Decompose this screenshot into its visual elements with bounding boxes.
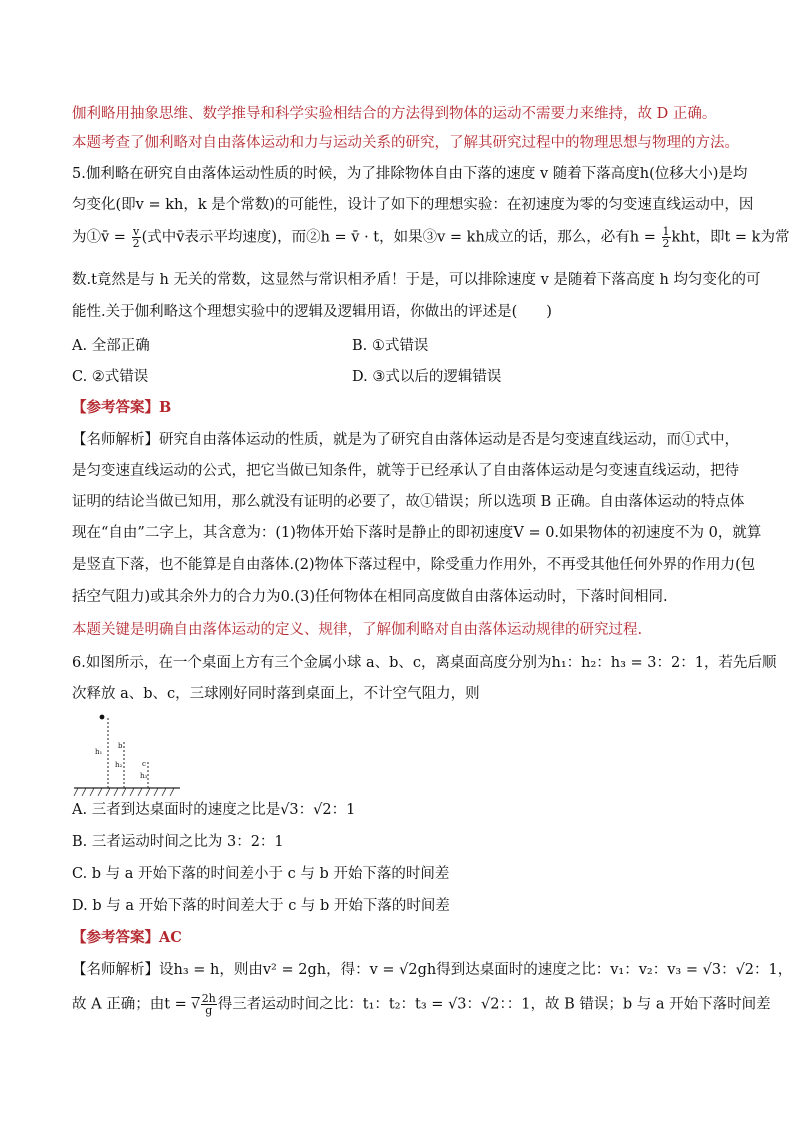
key-point-line: 本题关键是明确自由落体运动的定义、规律，了解伽利略对自由落体运动规律的研究过程. — [72, 622, 643, 638]
summary-line: 本题考查了伽利略对自由落体运动和力与运动关系的研究，了解其研究过程中的物理思想与物理的方法。 — [72, 135, 739, 151]
formula-text: 故 A 正确；由t = — [72, 996, 192, 1013]
option-d: D. ③式以后的逻辑错误 — [352, 369, 502, 385]
ball-a — [100, 715, 105, 720]
answer-label: 【参考答案】AC — [72, 929, 182, 946]
question-6-option-b: B. 三者运动时间之比为 3：2：1 — [72, 834, 284, 850]
formula-text: (式中v̄表示平均速度)，而②h = v̄ · t，如果③v = kh成立的话，那么，必有h = — [141, 229, 661, 246]
option-b: B. ①式错误 — [352, 338, 429, 354]
answer-label: 【参考答案】B — [72, 399, 172, 416]
label-c: c — [142, 760, 146, 768]
analysis-line: 现在“自由”二字上，其含意为：(1)物体开始下落时是静止的即初速度V = 0.如果物体的初速度不为 0，就算 — [72, 525, 762, 541]
table-hatching — [74, 788, 174, 796]
falling-balls-diagram — [72, 708, 182, 800]
analysis-line: 【名师解析】设h₃ = h，则由v² = 2gh，得：v = √2gh得到达桌面时的速度之比：v₁：v₂：v₃ = √3：√2：1， — [72, 962, 793, 978]
sqrt-symbol: √ — [191, 997, 200, 1013]
option-c: C. ②式错误 — [72, 369, 149, 385]
question-5-line: 能性.关于伽利略这个理想实验中的逻辑及逻辑用语，你做出的评述是( ) — [72, 304, 552, 320]
question-6-option-a: A. 三者到达桌面时的速度之比是√3：√2：1 — [72, 802, 356, 818]
label-h1: h₁ — [95, 748, 103, 756]
fraction-1-over-2: $\frac{1}{2}$ — [662, 225, 670, 250]
analysis-line: 证明的结论当做已知用，那么就没有证明的必要了，故①错误；所以选项 B 正确。自由落体运动的特点体 — [72, 494, 745, 510]
label-b: b — [118, 742, 123, 750]
label-h2: h₂ — [115, 761, 123, 769]
analysis-line — [72, 993, 771, 1016]
explanation-line: 伽利略用抽象思维、数学推导和科学实验相结合的方法得到物体的运动不需要力来维持，故 D 正确。 — [72, 106, 717, 122]
analysis-line: 是竖直下落，也不能算是自由落体.(2)物体下落过程中，除受重力作用外，不再受其他任何外界的作用力(包 — [72, 557, 756, 573]
question-6-option-c: C. b 与 a 开始下落的时间差小于 c 与 b 开始下落的时间差 — [72, 866, 450, 882]
analysis-line: 【名师解析】研究自由落体运动的性质，就是为了研究自由落体运动是否是匀变速直线运动，而①式中， — [72, 432, 739, 448]
formula-text: 得三者运动时间之比：t₁：t₂：t₃ = √3：√2：：1，故 B 错误；b 与 a 开始下落时间差 — [217, 996, 771, 1013]
analysis-line: 是匀变速直线运动的公式，把它当做已知条件，就等于已经承认了自由落体运动是匀变速直线运动，把待 — [72, 463, 739, 479]
fraction-v-over-2: $\frac{v}{2}$ — [132, 225, 140, 250]
option-a: A. 全部正确 — [72, 338, 150, 354]
question-6-line: 次释放 a、b、c，三球刚好同时落到桌面上，不计空气阻力，则 — [72, 686, 480, 702]
question-6-line: 6.如图所示，在一个桌面上方有三个金属小球 a、b、c，离桌面高度分别为h₁：h₂：h₃ = 3：2：1，若先后顺 — [72, 655, 777, 671]
fraction-2h-over-g: $\frac{2h}{g}$ — [201, 992, 216, 1017]
question-5-line: 匀变化(即v = kh，k 是个常数)的可能性，设计了如下的理想实验：在初速度为零的匀变速直线运动中，因 — [72, 197, 754, 213]
label-h3: h₃ — [140, 772, 148, 780]
question-5-formula-line — [72, 226, 789, 249]
question-6-option-d: D. b 与 a 开始下落的时间差大于 c 与 b 开始下落的时间差 — [72, 898, 450, 914]
question-5-line: 数.t竟然是与 h 无关的常数，这显然与常识相矛盾！于是，可以排除速度 v 是随着下落高度 h 均匀变化的可 — [72, 272, 761, 288]
analysis-line: 括空气阻力)或其余外力的合力为0.(3)任何物体在相同高度做自由落体运动时，下落时间相同. — [72, 589, 668, 605]
question-5-line: 5.伽利略在研究自由落体运动性质的时候，为了排除物体自由下落的速度 v 随着下落高度h(位移大小)是均 — [72, 166, 748, 182]
formula-text: kht，即t = k为常 — [671, 229, 790, 246]
formula-text: 为①v̄ = — [72, 229, 131, 246]
